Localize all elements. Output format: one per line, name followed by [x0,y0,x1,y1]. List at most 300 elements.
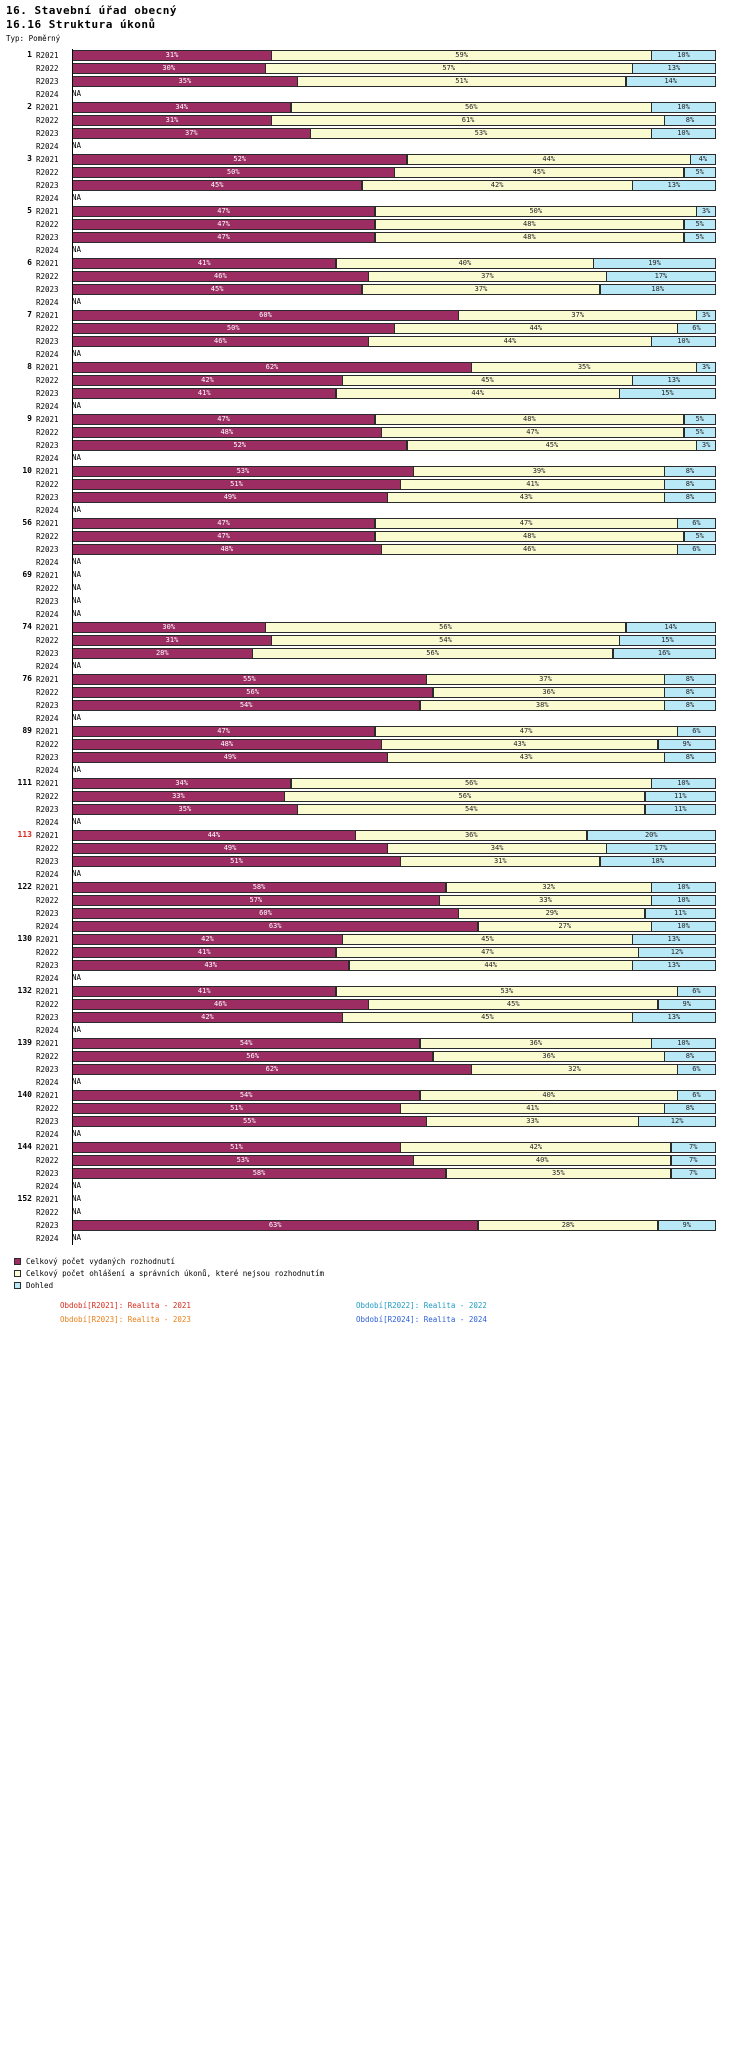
bar-track [72,804,717,815]
bar-track [72,375,717,386]
bar-value-label: 14% [664,77,677,85]
bar-segment [252,648,613,659]
row-period-label: R2022 [36,428,59,437]
bar-segment [684,531,716,542]
chart-row [0,335,750,348]
na-label: NA [72,401,82,410]
bar-value-label: 45% [506,1000,520,1008]
bar-segment [651,895,716,906]
row-period-label: R2023 [36,1169,59,1178]
bar-segment [362,284,601,295]
bar-value-label: 55% [243,675,256,683]
na-label: NA [72,349,82,358]
bar-value-label: 9% [682,1000,691,1008]
bar-segment [638,947,715,958]
bar-value-label: 15% [661,636,674,644]
na-label: NA [72,453,82,462]
chart-legend [14,1255,750,1291]
bar-segment [677,986,716,997]
bar-value-label: 34% [175,779,188,787]
bar-segment [684,232,716,243]
chart-group [0,933,750,985]
group-label: 122 [17,882,32,891]
bar-value-label: 10% [677,883,690,891]
bar-value-label: 40% [542,1091,556,1099]
bar-value-label: 50% [226,168,240,176]
bar-value-label: 43% [519,493,533,501]
bar-value-label: 41% [197,389,211,397]
bar-value-label: 28% [561,1221,575,1229]
bar-value-label: 48% [523,233,536,241]
chart-row [0,192,750,205]
chart-row [0,660,750,673]
bar-segment [696,362,715,373]
bar-value-label: 44% [471,389,485,397]
row-period-label: R2021 [36,935,59,944]
na-label: NA [72,609,82,618]
row-period-label: R2024 [36,454,59,463]
bar-segment [72,1064,472,1075]
chart-row [0,426,750,439]
bar-value-label: 47% [217,233,230,241]
row-period-label: R2023 [36,1013,59,1022]
bar-value-label: 9% [682,740,691,748]
bar-value-label: 33% [172,792,185,800]
bar-segment [664,752,716,763]
period-legend-item: Období[R2023]: Realita - 2023 [60,1315,191,1324]
bar-segment [658,999,716,1010]
chart-row [0,868,750,881]
chart-group [0,49,750,101]
chart-row [0,62,750,75]
bar-value-label: 41% [526,480,539,488]
bar-segment [651,882,716,893]
bar-segment [600,856,716,867]
bar-value-label: 42% [201,935,214,943]
bar-segment [72,986,336,997]
bar-segment [433,687,665,698]
row-period-label: R2023 [36,753,59,762]
bar-segment [613,648,716,659]
chart-row [0,634,750,647]
row-period-label: R2023 [36,597,59,606]
bar-segment [696,440,715,451]
bar-value-label: 54% [239,1091,253,1099]
bar-value-label: 14% [664,623,677,631]
bar-segment [265,63,633,74]
bar-value-label: 28% [155,649,169,657]
bar-segment [619,635,716,646]
row-period-label: R2023 [36,181,59,190]
row-period-label: R2023 [36,493,59,502]
bar-value-label: 53% [236,467,250,475]
row-period-label: R2023 [36,545,59,554]
bar-value-label: 48% [220,545,234,553]
group-label: 76 [22,674,32,683]
chart-row [0,1076,750,1089]
group-label: 8 [27,362,32,371]
chart-row [0,920,750,933]
na-label: NA [72,1233,82,1242]
bar-segment [664,1103,716,1114]
bar-value-label: 54% [239,1039,253,1047]
bar-segment [72,960,349,971]
bar-segment [72,1038,420,1049]
bar-segment [426,1116,639,1127]
bar-segment [72,934,343,945]
chart-group [0,413,750,465]
bar-segment [72,1012,343,1023]
row-period-label: R2021 [36,51,59,60]
bar-segment [375,726,678,737]
row-period-label: R2022 [36,844,59,853]
bar-value-label: 50% [529,207,543,215]
bar-track [72,544,717,555]
bar-segment [446,882,652,893]
bar-value-label: 20% [644,831,658,839]
bar-value-label: 18% [651,857,665,865]
bar-track [72,440,717,451]
bar-segment [407,440,697,451]
row-period-label: R2021 [36,831,59,840]
bar-segment [394,167,684,178]
bar-value-label: 42% [201,376,214,384]
bar-segment [72,427,382,438]
row-period-label: R2022 [36,376,59,385]
value-axis [72,49,73,1245]
bar-value-label: 56% [439,623,452,631]
bar-value-label: 8% [685,480,695,488]
chart-group [0,257,750,309]
bar-segment [400,1142,671,1153]
chart-row [0,842,750,855]
na-label: NA [72,1025,82,1034]
bar-segment [420,1090,678,1101]
bar-segment [72,128,311,139]
bar-value-label: 40% [458,259,472,267]
bar-segment [478,921,652,932]
row-period-label: R2023 [36,129,59,138]
bar-segment [72,258,336,269]
period-legend-item: Období[R2024]: Realita - 2024 [356,1315,487,1324]
bar-value-label: 51% [230,857,243,865]
na-label: NA [72,1181,82,1190]
bar-value-label: 62% [265,363,279,371]
bar-track [72,492,717,503]
chart-group [0,725,750,777]
bar-value-label: 8% [685,1104,695,1112]
bar-segment [664,115,716,126]
bar-segment [651,1038,716,1049]
bar-value-label: 8% [685,753,695,761]
chart-row [0,439,750,452]
bar-segment [375,531,685,542]
row-period-label: R2022 [36,584,59,593]
bar-value-label: 47% [217,519,230,527]
row-period-label: R2024 [36,194,59,203]
bar-value-label: 3% [701,441,711,449]
na-label: NA [72,765,82,774]
chart-row [0,465,750,478]
bar-segment [684,219,716,230]
chart-row [0,933,750,946]
bar-segment [72,1168,446,1179]
row-period-label: R2022 [36,272,59,281]
chart-row [0,985,750,998]
chart-row [0,75,750,88]
chart-row [0,153,750,166]
bar-value-label: 31% [165,116,179,124]
row-period-label: R2022 [36,1000,59,1009]
bar-value-label: 3% [701,207,711,215]
bar-segment [651,778,716,789]
chart-row [0,478,750,491]
chart-row [0,140,750,153]
group-label: 1 [27,50,32,59]
group-label: 69 [22,570,32,579]
row-period-label: R2021 [36,363,59,372]
bar-value-label: 35% [178,805,192,813]
bar-segment [362,180,633,191]
bar-value-label: 9% [682,1221,691,1229]
chart-row [0,231,750,244]
bar-value-label: 42% [201,1013,214,1021]
bar-segment [336,388,620,399]
chart-row [0,322,750,335]
bar-segment [420,1038,652,1049]
bar-segment [375,232,685,243]
chart-row [0,1011,750,1024]
bar-value-label: 8% [685,467,695,475]
row-period-label: R2024 [36,506,59,515]
chart-row [0,1193,750,1206]
bar-value-label: 45% [481,1013,494,1021]
chart-group [0,101,750,153]
bar-segment [72,947,336,958]
bar-track [72,219,717,230]
bar-value-label: 13% [667,64,681,72]
bar-value-label: 13% [667,181,681,189]
bar-value-label: 43% [204,961,217,969]
bar-segment [471,1064,677,1075]
chart-group [0,205,750,257]
group-label: 5 [27,206,32,215]
chart-row [0,1206,750,1219]
bar-value-label: 41% [526,1104,539,1112]
bar-track [72,830,717,841]
row-period-label: R2024 [36,558,59,567]
bar-value-label: 41% [197,259,211,267]
bar-segment [72,1142,401,1153]
bar-segment [271,635,619,646]
bar-segment [413,466,665,477]
bar-segment [72,154,407,165]
legend-item [14,1279,750,1291]
bar-track [72,882,717,893]
bar-track [72,895,717,906]
bar-segment [375,206,698,217]
bar-segment [336,258,594,269]
chart-row [0,244,750,257]
bar-segment [381,739,658,750]
row-period-label: R2023 [36,909,59,918]
chart-row [0,530,750,543]
bar-value-label: 10% [677,51,690,59]
row-period-label: R2024 [36,922,59,931]
bar-value-label: 40% [535,1156,549,1164]
bar-value-label: 44% [207,831,221,839]
na-label: NA [72,869,82,878]
chart-row [0,621,750,634]
row-period-label: R2023 [36,701,59,710]
chart-row [0,1037,750,1050]
bar-segment [72,843,388,854]
bar-track [72,687,717,698]
na-label: NA [72,141,82,150]
na-label: NA [72,570,82,579]
group-label: 6 [27,258,32,267]
chart-row [0,374,750,387]
bar-track [72,128,717,139]
bar-segment [632,934,716,945]
bar-value-label: 56% [246,1052,259,1060]
bar-segment [677,726,716,737]
row-period-label: R2024 [36,402,59,411]
row-period-label: R2022 [36,168,59,177]
bar-value-label: 4% [698,155,708,163]
chart-row [0,907,750,920]
bar-value-label: 56% [458,792,472,800]
row-period-label: R2021 [36,207,59,216]
bar-segment [632,180,716,191]
bar-value-label: 15% [661,389,674,397]
bar-track [72,1103,717,1114]
chart-row [0,1219,750,1232]
chart-row [0,647,750,660]
chart-row [0,1128,750,1141]
bar-segment [471,362,697,373]
bar-track [72,1051,717,1062]
bar-segment [72,466,414,477]
row-period-label: R2023 [36,1065,59,1074]
bar-value-label: 61% [461,116,475,124]
bar-track [72,63,717,74]
bar-segment [626,76,716,87]
bar-value-label: 51% [455,77,468,85]
bar-segment [72,76,298,87]
bar-segment [72,726,375,737]
bar-value-label: 10% [677,896,690,904]
bar-segment [478,1220,659,1231]
row-period-label: R2021 [36,519,59,528]
bar-segment [72,1220,478,1231]
bar-value-label: 56% [246,688,259,696]
bar-segment [336,947,639,958]
bar-value-label: 10% [677,1039,690,1047]
bar-segment [72,479,401,490]
bar-value-label: 7% [689,1156,698,1164]
bar-value-label: 17% [654,844,668,852]
bar-track [72,180,717,191]
bar-segment [72,323,395,334]
bar-segment [664,479,716,490]
row-period-label: R2021 [36,1091,59,1100]
bar-track [72,778,717,789]
chart-group [0,153,750,205]
chart-group [0,309,750,361]
bar-value-label: 52% [233,155,247,163]
bar-value-label: 57% [249,896,263,904]
bar-value-label: 42% [490,181,504,189]
chart-group [0,1089,750,1141]
bar-value-label: 45% [210,181,224,189]
row-period-label: R2022 [36,896,59,905]
row-period-label: R2022 [36,792,59,801]
bar-value-label: 45% [545,441,559,449]
bar-value-label: 36% [542,688,556,696]
bar-value-label: 49% [223,493,237,501]
chart-group [0,1037,750,1089]
chart-row [0,894,750,907]
bar-value-label: 16% [657,649,671,657]
bar-segment [72,700,420,711]
bar-value-label: 44% [529,324,543,332]
bar-segment [664,700,716,711]
bar-segment [677,518,716,529]
bar-value-label: 35% [577,363,591,371]
bar-segment [426,674,665,685]
bar-value-label: 13% [667,935,681,943]
row-period-label: R2023 [36,961,59,970]
na-label: NA [72,583,82,592]
bar-segment [632,375,716,386]
bar-segment [72,271,369,282]
bar-value-label: 7% [689,1169,698,1177]
bar-segment [671,1142,716,1153]
bar-track [72,167,717,178]
row-period-label: R2022 [36,220,59,229]
bar-segment [72,375,343,386]
bar-segment [72,921,478,932]
chart-row [0,400,750,413]
bar-segment [72,492,388,503]
row-period-label: R2024 [36,350,59,359]
bar-segment [72,622,266,633]
bar-value-label: 37% [539,675,552,683]
bar-segment [284,791,645,802]
na-label: NA [72,557,82,566]
na-label: NA [72,973,82,982]
bar-track [72,518,717,529]
bar-value-label: 45% [532,168,546,176]
bar-track [72,206,717,217]
bar-track [72,791,717,802]
bar-value-label: 10% [677,337,690,345]
row-period-label: R2021 [36,675,59,684]
chart-row [0,452,750,465]
chart-group [0,881,750,933]
legend-swatch [14,1282,21,1289]
chart-row [0,1089,750,1102]
row-period-label: R2022 [36,1208,59,1217]
bar-value-label: 37% [474,285,488,293]
chart-row [0,556,750,569]
bar-segment [439,895,652,906]
bar-track [72,752,717,763]
bar-track [72,336,717,347]
legend-item [14,1255,750,1267]
bar-segment [72,219,375,230]
